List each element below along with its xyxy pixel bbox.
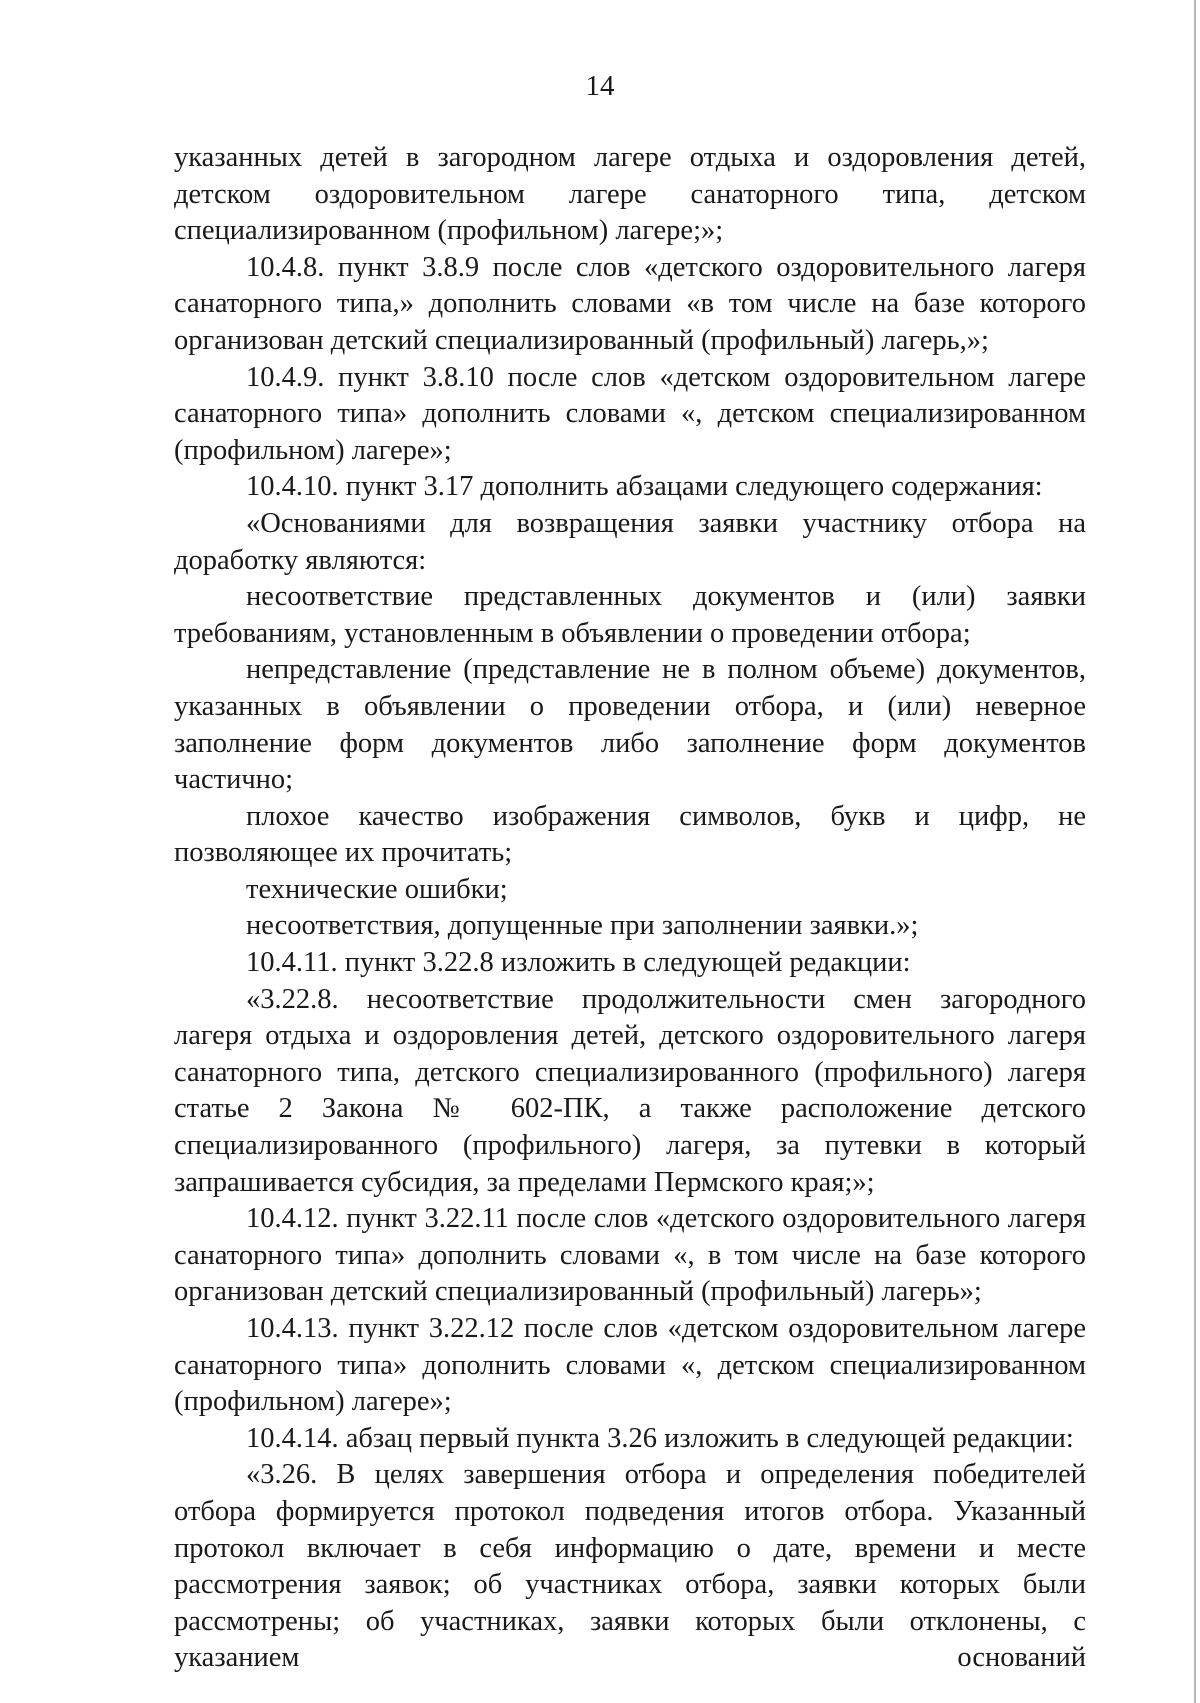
paragraph-item-10-4-12: 10.4.12. пункт 3.22.11 после слов «детского оздоровительного лагеря санаторного типа» дополнить словами «, в том числе на базе которого организован детский специализированный (профильный) лагерь»; [174, 1203, 1086, 1308]
paragraph-quote-3-22-8: «3.22.8. несоответствие продолжительности смен загородного лагеря отдыха и оздоровления детей, детского оздоровительного лагеря санаторного типа, детского специализированного (профильного) лагеря статье 2 Закона № 602-ПК, а также расположение детского специализированного (профильного) лагеря, за путевки в который запрашивается субсидия, за пределами Пермского края;»; [174, 983, 1086, 1198]
paragraph-item-10-4-14: 10.4.14. абзац первый пункта 3.26 изложить в следующей редакции: [246, 1422, 1074, 1454]
paragraph-item-10-4-10: 10.4.10. пункт 3.17 дополнить абзацами следующего содержания: [246, 471, 1043, 503]
paragraph-ground-missing-documents: непредставление (представление не в полном объеме) документов, указанных в объявлении о проведении отбора, и (или) неверное заполнение форм документов либо заполнение форм документов частично; [174, 654, 1086, 796]
paragraph-ground-inconsistencies: несоответствия, допущенные при заполнении заявки.»; [246, 910, 919, 942]
page-number: 14 [585, 70, 615, 102]
document-body [174, 140, 1086, 1677]
paragraph-ground-mismatch: несоответствие представленных документов и (или) заявки требованиям, установленным в объявлении о проведении отбора; [174, 581, 1086, 649]
page-edge [1194, 0, 1196, 1703]
paragraph-ground-technical-errors: технические ошибки; [246, 873, 508, 905]
paragraph-item-10-4-11: 10.4.11. пункт 3.22.8 изложить в следующей редакции: [246, 947, 911, 979]
paragraph-item-10-4-8: 10.4.8. пункт 3.8.9 после слов «детского оздоровительного лагеря санаторного типа,» дополнить словами «в том числе на базе которого организован детский специализированный (профильный) лагерь,»; [174, 251, 1086, 356]
paragraph-ground-poor-quality: плохое качество изображения символов, букв и цифр, не позволяющее их прочитать; [174, 800, 1086, 869]
paragraph-item-10-4-9: 10.4.9. пункт 3.8.10 после слов «детском оздоровительном лагере санаторного типа» дополнить словами «, детском специализированном (профильном) лагере»; [174, 361, 1086, 466]
paragraph-item-10-4-13: 10.4.13. пункт 3.22.12 после слов «детском оздоровительном лагере санаторного типа» дополнить словами «, детском специализированном (профильном) лагере»; [174, 1313, 1086, 1418]
paragraph-quote-3-26: «3.26. В целях завершения отбора и определения победителей отбора формируется протокол подведения итогов отбора. Указанный протокол включает в себя информацию о дате, времени и месте рассмотрения заявок; об участниках отбора, заявки которых были рассмотрены; об участниках, заявки которых были отклонены, с указанием оснований [174, 1459, 1086, 1674]
paragraph-grounds-intro: «Основаниями для возвращения заявки участнику отбора на доработку являются: [174, 507, 1086, 576]
paragraph-continuation: указанных детей в загородном лагере отдыха и оздоровления детей, детском оздоровительном лагере санаторного типа, детском специализированном (профильном) лагере;»; [174, 142, 1086, 247]
